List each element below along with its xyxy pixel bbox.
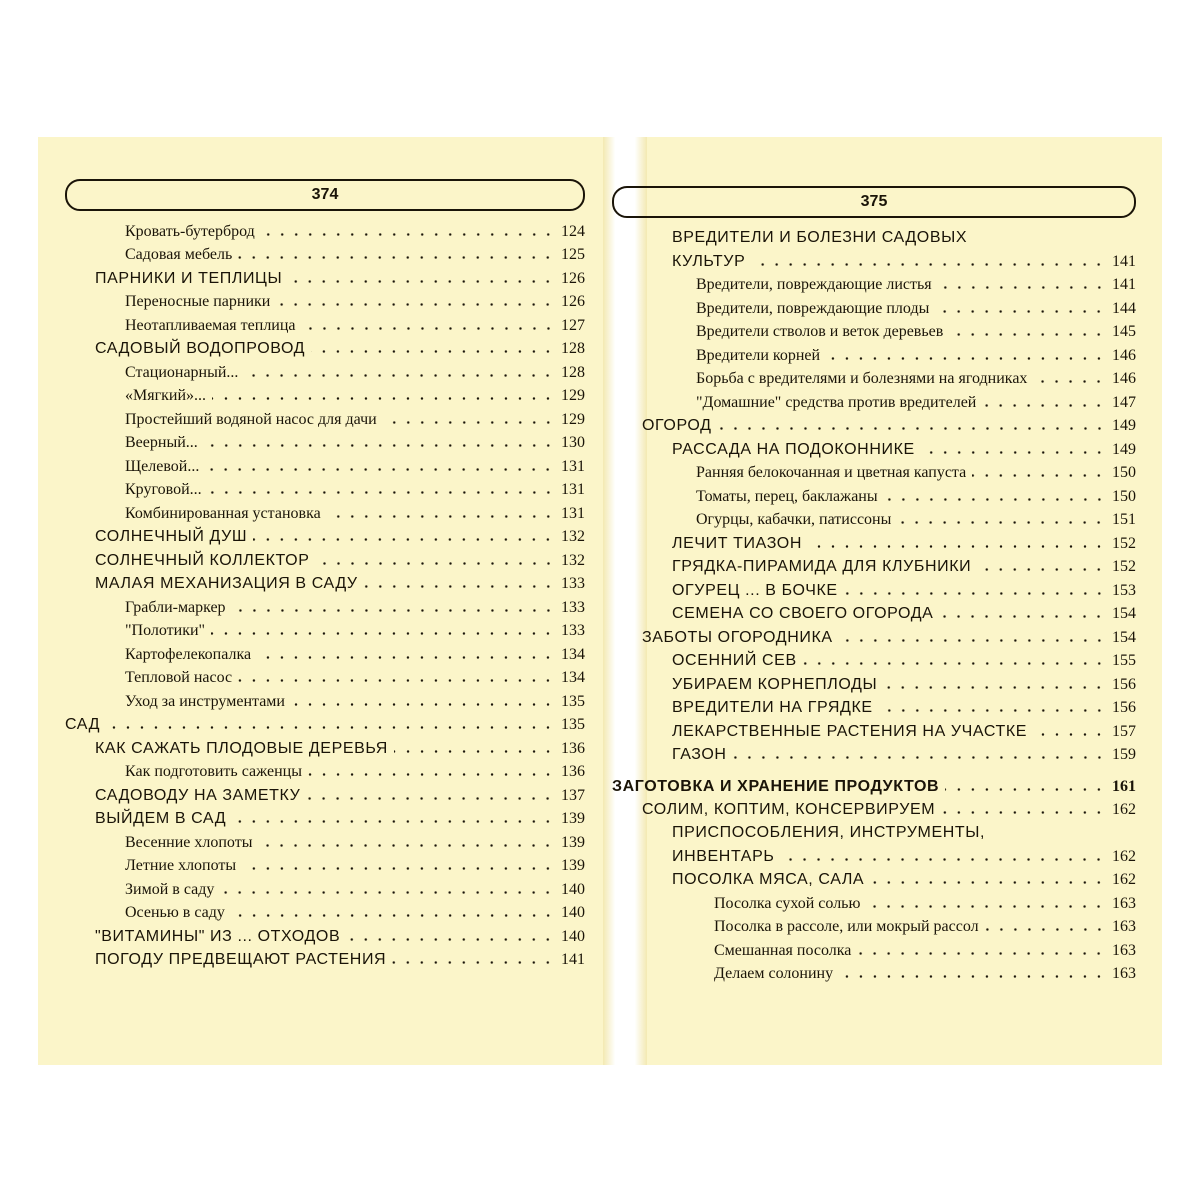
toc-entry-page: 162 (1112, 871, 1136, 888)
toc-leader-dots (220, 891, 555, 894)
toc-entry-title: САД (65, 716, 101, 733)
toc-entry-page: 133 (561, 622, 585, 639)
toc-leader-dots (346, 938, 555, 941)
toc-entry-page: 155 (1112, 652, 1136, 669)
page-number-header-right (612, 186, 1136, 218)
toc-entry-page: 159 (1112, 746, 1136, 763)
toc-leader-dots (870, 881, 1106, 884)
toc-entry (65, 311, 585, 335)
toc-leader-dots (383, 421, 555, 424)
toc-entry-title: "ВИТАМИНЫ" ИЗ ... ОТХОДОВ (95, 927, 341, 945)
toc-entry-page: 134 (561, 645, 585, 663)
toc-entry-page: 133 (561, 575, 585, 592)
toc-entry-title: Щелевой... (125, 457, 200, 475)
toc-entry (612, 600, 1136, 624)
toc-entry (65, 241, 585, 265)
toc-entry-page: 139 (561, 810, 585, 827)
toc-entry-title: ЛЕЧИТ ТИАЗОН (672, 534, 803, 552)
toc-leader-dots (261, 233, 555, 236)
toc-entry (65, 570, 585, 594)
toc-entry-page: 154 (1112, 628, 1136, 646)
toc-leader-dots (879, 709, 1106, 712)
toc-entry (612, 866, 1136, 890)
toc-entry-page: 146 (1112, 346, 1136, 364)
toc-entry (65, 922, 585, 946)
toc-leader-dots (938, 286, 1106, 289)
toc-entry-page: 140 (561, 904, 585, 921)
toc-entry (65, 429, 585, 453)
toc-entry-title: Неотапливаемая теплица (125, 316, 296, 334)
toc-entry-title: ВЫЙДЕМ В САД (95, 810, 227, 827)
toc-leader-dots (972, 474, 1106, 477)
toc-entry-title: Ранняя белокочанная и цветная капуста (696, 464, 967, 481)
toc-entry-page: 129 (561, 410, 585, 428)
toc-entry-title: ГАЗОН (672, 746, 727, 763)
toc-entry-page: 151 (1112, 511, 1136, 528)
toc-entry (612, 694, 1136, 718)
page-number: 374 (311, 186, 339, 203)
toc-entry (65, 382, 585, 406)
toc-entry (612, 388, 1136, 412)
right-page (612, 186, 1136, 983)
toc-entry (612, 271, 1136, 295)
toc-leader-dots (288, 280, 555, 283)
toc-entry-title: Борьба с вредителями и болезнями на ягодниках (696, 370, 1028, 387)
toc-entry (612, 482, 1136, 506)
toc-leader-dots (839, 975, 1106, 978)
toc-entry-page: 162 (1112, 801, 1136, 818)
toc-entry (65, 523, 585, 547)
toc-entry-page: 140 (561, 880, 585, 898)
toc-entry-page: 127 (561, 316, 585, 334)
toc-leader-dots (106, 726, 555, 729)
toc-leader-dots (302, 327, 555, 330)
toc-entry-title: Веерный... (125, 434, 198, 451)
toc-leader-dots (244, 374, 555, 377)
toc-entry (612, 506, 1136, 530)
toc-entry (65, 452, 585, 476)
toc-entry-page: 156 (1112, 675, 1136, 693)
toc-entry-title: Вредители, повреждающие листья (696, 276, 932, 293)
toc-entry (65, 593, 585, 617)
toc-leader-dots (921, 451, 1106, 454)
toc-leader-dots (977, 568, 1106, 571)
toc-leader-dots (306, 797, 555, 800)
toc-entry-page: 126 (561, 269, 585, 287)
toc-entry-page: 124 (561, 222, 585, 240)
toc-entry (612, 365, 1136, 389)
toc-leader-dots (985, 928, 1106, 931)
toc-entry-title: РАССАДА НА ПОДОКОННИКЕ (672, 440, 915, 458)
toc-entry-page: 129 (561, 387, 585, 404)
toc-entry (612, 553, 1136, 577)
toc-entry-title: ГРЯДКА-ПИРАМИДА ДЛЯ КЛУБНИКИ (672, 558, 972, 575)
toc-entry (612, 623, 1136, 647)
toc-entry-title: Томаты, перец, баклажаны (696, 487, 878, 505)
toc-entry-title: Смешанная посолка (714, 941, 852, 959)
toc-entry-title: Огурцы, кабачки, патиссоны (696, 511, 892, 528)
toc-entry-page: 149 (1112, 417, 1136, 434)
toc-leader-dots (844, 592, 1106, 595)
toc-entry-page: 131 (561, 504, 585, 522)
toc-entry (612, 224, 1136, 247)
toc-leader-dots (291, 703, 555, 706)
toc-entry (612, 796, 1136, 820)
toc-entry (65, 288, 585, 312)
toc-entry (65, 664, 585, 688)
left-page (65, 179, 585, 969)
toc-entry-title: Садовая мебель (125, 246, 233, 263)
toc-entry-title: СОЛИМ, КОПТИМ, КОНСЕРВИРУЕМ (642, 801, 936, 818)
page-number: 375 (860, 193, 888, 210)
toc-entry-page: 141 (1112, 252, 1136, 270)
toc-entry-page: 134 (561, 669, 585, 686)
toc-entry-title: Посолка сухой солью (714, 894, 861, 912)
toc-leader-dots (364, 585, 555, 588)
toc-leader-dots (945, 788, 1106, 791)
toc-leader-dots (238, 679, 555, 682)
toc-leader-dots (897, 521, 1106, 524)
toc-leader-dots (238, 256, 555, 259)
toc-entry (65, 358, 585, 382)
toc-leader-dots (276, 303, 555, 306)
toc-entry (65, 852, 585, 876)
toc-leader-dots (208, 491, 555, 494)
toc-entry-title: ЗАГОТОВКА И ХРАНЕНИЕ ПРОДУКТОВ (612, 777, 940, 795)
toc-entry (65, 899, 585, 923)
toc-entry (612, 913, 1136, 937)
toc-leader-dots (949, 333, 1106, 336)
toc-leader-dots (884, 498, 1106, 501)
toc-entry-title: Осенью в саду (125, 904, 225, 921)
toc-entry-page: 152 (1112, 558, 1136, 575)
toc-entry-title: Переносные парники (125, 293, 271, 310)
toc-leader-dots (939, 615, 1106, 618)
toc-entry-title: Комбинированная установка (125, 504, 321, 522)
toc-leader-dots (211, 632, 555, 635)
toc-leader-dots (780, 858, 1106, 861)
toc-entry-title: Как подготовить саженцы (125, 763, 302, 780)
toc-leader-dots (982, 404, 1106, 407)
toc-entry (65, 946, 585, 970)
toc-entry (65, 264, 585, 288)
toc-entry (612, 936, 1136, 960)
toc-entry-page: 125 (561, 246, 585, 263)
toc-entry (612, 960, 1136, 984)
toc-entry-title: Делаем солонину (714, 965, 834, 982)
toc-entry (612, 412, 1136, 436)
toc-entry-title: ОГУРЕЦ ... В БОЧКЕ (672, 581, 838, 599)
toc-entry-page: 163 (1112, 965, 1136, 982)
toc-entry (65, 687, 585, 711)
toc-entry (65, 875, 585, 899)
toc-leader-dots (394, 750, 555, 753)
toc-entry-title: ВРЕДИТЕЛИ НА ГРЯДКЕ (672, 699, 873, 716)
toc-leader-dots (232, 609, 555, 612)
toc-entry (612, 341, 1136, 365)
toc-entry (612, 318, 1136, 342)
toc-entry (65, 546, 585, 570)
toc-leader-dots (751, 263, 1106, 266)
toc-entry (65, 499, 585, 523)
toc-entry-title: «Мягкий»... (125, 387, 207, 404)
toc-entry (65, 476, 585, 500)
toc-entry-title: Круговой... (125, 481, 202, 498)
toc-entry (612, 819, 1136, 842)
toc-entry-page: 128 (561, 363, 585, 381)
toc-leader-dots (857, 952, 1106, 955)
toc-entry-title: Кровать-бутерброд (125, 222, 255, 240)
toc-leader-dots (808, 545, 1106, 548)
toc-entry-title: САДОВОДУ НА ЗАМЕТКУ (95, 786, 301, 804)
toc-entry-page: 147 (1112, 393, 1136, 411)
toc-entry-page: 135 (561, 692, 585, 710)
toc-entry-page: 141 (561, 951, 585, 968)
toc-leader-dots (1033, 380, 1106, 383)
toc-list-right (612, 224, 1136, 983)
toc-entry-page: 153 (1112, 581, 1136, 599)
toc-entry-page: 133 (561, 598, 585, 616)
toc-entry-title: ПОСОЛКА МЯСА, САЛА (672, 871, 865, 888)
toc-spacer (612, 764, 1136, 772)
toc-entry-title: СОЛНЕЧНЫЙ КОЛЛЕКТОР (95, 551, 310, 569)
toc-leader-dots (883, 686, 1106, 689)
toc-leader-dots (205, 468, 555, 471)
toc-entry-page: 157 (1112, 722, 1136, 740)
toc-entry-title: Грабли-маркер (125, 598, 226, 616)
toc-entry (612, 741, 1136, 765)
toc-entry (612, 842, 1136, 866)
toc-entry-title: Вредители стволов и веток деревьев (696, 323, 944, 340)
toc-leader-dots (212, 397, 555, 400)
toc-entry-title: МАЛАЯ МЕХАНИЗАЦИЯ В САДУ (95, 575, 358, 592)
toc-entry-page: 126 (561, 293, 585, 310)
toc-leader-dots (803, 662, 1106, 665)
toc-entry-title: Зимой в саду (125, 880, 215, 898)
toc-entry-page: 139 (561, 857, 585, 874)
toc-entry-page: 146 (1112, 370, 1136, 387)
toc-entry-title: Посолка в рассоле, или мокрый рассол (714, 918, 979, 935)
toc-leader-dots (733, 756, 1106, 759)
toc-entry-page: 130 (561, 434, 585, 451)
toc-entry-page: 161 (1112, 777, 1136, 795)
toc-entry-page: 136 (561, 763, 585, 780)
toc-entry-title: Картофелекопалка (125, 645, 252, 663)
toc-entry-page: 163 (1112, 894, 1136, 912)
toc-entry-title: Летние хлопоты (125, 857, 237, 874)
toc-entry-page: 128 (561, 340, 585, 357)
toc-entry-page: 131 (561, 457, 585, 475)
toc-entry (65, 734, 585, 758)
toc-leader-dots (311, 350, 555, 353)
toc-entry-title: Весенние хлопоты (125, 833, 253, 851)
toc-entry-page: 162 (1112, 847, 1136, 865)
toc-leader-dots (258, 844, 555, 847)
toc-leader-dots (231, 914, 555, 917)
toc-entry-title: СОЛНЕЧНЫЙ ДУШ (95, 528, 248, 545)
toc-entry-page: 132 (561, 528, 585, 545)
toc-entry-title: Тепловой насос (125, 669, 233, 686)
toc-leader-dots (204, 444, 555, 447)
toc-entry-page: 137 (561, 786, 585, 804)
toc-entry-page: 149 (1112, 440, 1136, 458)
toc-entry-title: ЗАБОТЫ ОГОРОДНИКА (642, 628, 833, 646)
toc-entry (65, 335, 585, 359)
toc-entry-page: 141 (1112, 276, 1136, 293)
toc-leader-dots (308, 773, 555, 776)
toc-entry (612, 647, 1136, 671)
toc-entry-title: "Полотики" (125, 622, 206, 639)
toc-entry-page: 135 (561, 716, 585, 733)
toc-entry-page: 136 (561, 739, 585, 757)
toc-leader-dots (718, 427, 1106, 430)
toc-entry (612, 247, 1136, 271)
toc-entry (65, 617, 585, 641)
toc-entry-page: 150 (1112, 487, 1136, 505)
toc-entry-title: КУЛЬТУР (672, 252, 746, 270)
toc-entry-page: 163 (1112, 941, 1136, 959)
toc-entry-page: 145 (1112, 323, 1136, 340)
toc-entry-title: Стационарный... (125, 363, 239, 381)
toc-entry-page: 139 (561, 833, 585, 851)
toc-entry-title: ВРЕДИТЕЛИ И БОЛЕЗНИ САДОВЫХ (672, 229, 968, 246)
toc-leader-dots (257, 656, 555, 659)
toc-entry (65, 405, 585, 429)
toc-entry (65, 640, 585, 664)
toc-entry-page: 154 (1112, 605, 1136, 622)
toc-leader-dots (232, 820, 555, 823)
toc-entry-title: ПОГОДУ ПРЕДВЕЩАЮТ РАСТЕНИЯ (95, 951, 387, 968)
toc-entry-title: КАК САЖАТЬ ПЛОДОВЫЕ ДЕРЕВЬЯ (95, 739, 388, 757)
toc-entry (612, 435, 1136, 459)
toc-entry (612, 529, 1136, 553)
toc-entry-page: 144 (1112, 299, 1136, 317)
toc-entry-title: СЕМЕНА СО СВОЕГО ОГОРОДА (672, 605, 934, 622)
toc-entry-title: ИНВЕНТАРЬ (672, 847, 775, 865)
toc-entry-page: 132 (561, 551, 585, 569)
toc-entry-title: ПАРНИКИ И ТЕПЛИЦЫ (95, 269, 283, 287)
toc-entry-page: 140 (561, 927, 585, 945)
toc-leader-dots (866, 905, 1106, 908)
toc-entry (612, 576, 1136, 600)
toc-leader-dots (1033, 733, 1106, 736)
toc-entry-title: Вредители, повреждающие плоды (696, 299, 930, 317)
toc-entry-title: САДОВЫЙ ВОДОПРОВОД (95, 340, 306, 357)
toc-entry (65, 758, 585, 782)
toc-entry-page: 150 (1112, 464, 1136, 481)
page-number-header-left (65, 179, 585, 211)
toc-leader-dots (253, 538, 555, 541)
toc-entry (612, 717, 1136, 741)
toc-entry-title: Простейший водяной насос для дачи (125, 410, 377, 428)
toc-entry-title: "Домашние" средства против вредителей (696, 393, 977, 411)
toc-entry-title: УБИРАЕМ КОРНЕПЛОДЫ (672, 675, 878, 693)
toc-list-left (65, 217, 585, 969)
toc-entry-title: ОГОРОД (642, 417, 712, 434)
toc-entry-page: 163 (1112, 918, 1136, 935)
toc-leader-dots (392, 961, 555, 964)
toc-entry (612, 459, 1136, 483)
toc-leader-dots (327, 515, 555, 518)
toc-leader-dots (935, 310, 1106, 313)
toc-leader-dots (839, 639, 1106, 642)
toc-entry (612, 772, 1136, 796)
toc-entry-page: 131 (561, 481, 585, 498)
toc-leader-dots (316, 562, 556, 565)
toc-entry (612, 670, 1136, 694)
toc-entry-title: Вредители корней (696, 346, 821, 364)
toc-entry (65, 711, 585, 735)
toc-entry-page: 152 (1112, 534, 1136, 552)
toc-entry-page: 156 (1112, 699, 1136, 716)
toc-entry-title: ПРИСПОСОБЛЕНИЯ, ИНСТРУМЕНТЫ, (672, 824, 986, 841)
toc-leader-dots (242, 867, 555, 870)
toc-entry (612, 889, 1136, 913)
toc-leader-dots (941, 811, 1106, 814)
toc-entry-title: Уход за инструментами (125, 692, 285, 710)
toc-entry (65, 805, 585, 829)
toc-entry-title: ОСЕННИЙ СЕВ (672, 652, 797, 669)
toc-entry (612, 294, 1136, 318)
toc-entry-title: ЛЕКАРСТВЕННЫЕ РАСТЕНИЯ НА УЧАСТКЕ (672, 722, 1028, 740)
toc-entry (65, 781, 585, 805)
toc-entry (65, 217, 585, 241)
toc-entry (65, 828, 585, 852)
toc-leader-dots (826, 357, 1106, 360)
